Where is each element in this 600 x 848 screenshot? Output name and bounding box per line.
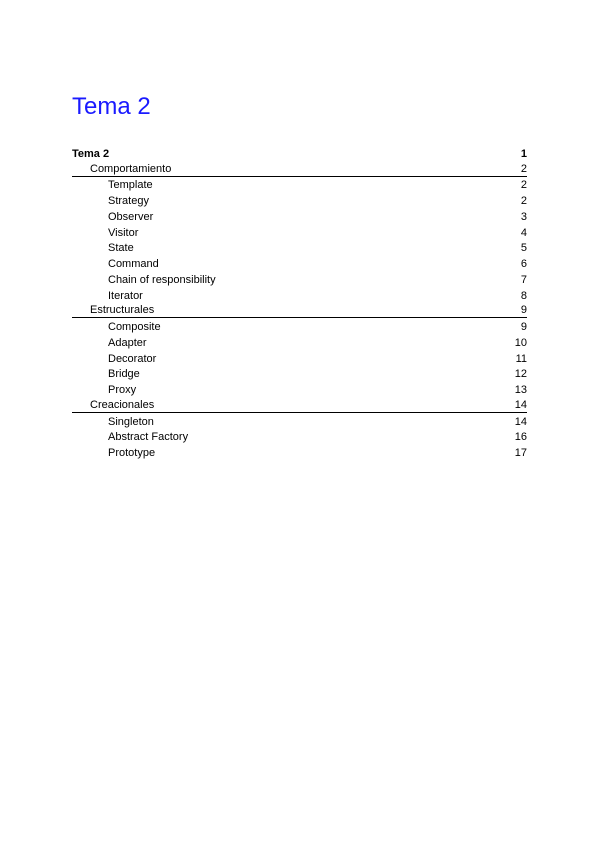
toc-entry-label: Singleton bbox=[108, 415, 154, 428]
toc-entry-page: 14 bbox=[514, 398, 527, 411]
toc-entry[interactable] bbox=[72, 192, 527, 208]
toc-entry-page: 8 bbox=[520, 289, 527, 302]
toc-entry-label: Decorator bbox=[108, 352, 157, 365]
toc-entry-page: 10 bbox=[514, 336, 527, 349]
toc-entry-page: 4 bbox=[520, 226, 527, 239]
toc-entry-label: Bridge bbox=[108, 368, 140, 381]
toc-entry-label: Iterator bbox=[108, 289, 143, 302]
toc-entry-label: Visitor bbox=[108, 226, 139, 239]
toc-entry-label: Abstract Factory bbox=[108, 431, 189, 444]
toc-entry-page: 1 bbox=[520, 147, 527, 160]
toc-entry-label: Proxy bbox=[108, 384, 137, 396]
toc-entry-label: Prototype bbox=[108, 447, 156, 459]
toc-entry[interactable] bbox=[72, 303, 527, 319]
toc-entry[interactable] bbox=[72, 350, 527, 366]
toc-entry-label: Creacionales bbox=[90, 398, 155, 411]
toc-entry[interactable] bbox=[72, 161, 527, 177]
toc-entry[interactable] bbox=[72, 318, 527, 334]
toc-entry[interactable] bbox=[72, 397, 527, 413]
toc-entry[interactable] bbox=[72, 287, 527, 303]
toc-entry-label: Observer bbox=[108, 210, 154, 223]
toc-entry-label: Template bbox=[108, 179, 153, 192]
toc-entry-page: 6 bbox=[520, 258, 527, 270]
toc-entry-label: Chain of responsibility bbox=[108, 273, 216, 286]
toc-entry-page: 12 bbox=[514, 368, 527, 381]
toc-entry-label: Estructurales bbox=[90, 304, 155, 317]
toc-entry-page: 14 bbox=[514, 415, 527, 428]
toc-entry-label: Tema 2 bbox=[72, 147, 110, 160]
toc-entry[interactable] bbox=[72, 429, 527, 445]
toc-entry[interactable] bbox=[72, 381, 527, 397]
toc-entry-page: 2 bbox=[520, 195, 527, 207]
toc-entry-page: 3 bbox=[520, 210, 527, 223]
toc-entry[interactable] bbox=[72, 145, 527, 161]
toc-entry-label: Composite bbox=[108, 321, 161, 333]
table-of-contents bbox=[72, 145, 527, 460]
toc-entry-page: 2 bbox=[520, 179, 527, 192]
toc-entry[interactable] bbox=[72, 240, 527, 256]
toc-entry[interactable] bbox=[72, 271, 527, 287]
toc-entry-page: 17 bbox=[514, 447, 527, 459]
toc-entry-page: 9 bbox=[520, 304, 527, 317]
toc-entry-page: 13 bbox=[514, 384, 527, 396]
toc-entry-page: 16 bbox=[514, 431, 527, 444]
toc-entry[interactable] bbox=[72, 366, 527, 382]
toc-entry-page: 11 bbox=[515, 352, 527, 365]
page-title: Tema 2 bbox=[72, 93, 151, 120]
toc-entry-page: 5 bbox=[520, 242, 527, 255]
toc-entry[interactable] bbox=[72, 444, 527, 460]
toc-entry[interactable] bbox=[72, 208, 527, 224]
toc-entry-page: 7 bbox=[520, 273, 527, 286]
toc-entry-label: Comportamiento bbox=[90, 162, 172, 175]
toc-entry[interactable] bbox=[72, 334, 527, 350]
toc-entry[interactable] bbox=[72, 224, 527, 240]
toc-entry[interactable] bbox=[72, 255, 527, 271]
toc-entry-page: 9 bbox=[520, 321, 527, 333]
toc-entry-page: 2 bbox=[520, 162, 527, 175]
toc-entry[interactable] bbox=[72, 413, 527, 429]
toc-entry-label: Command bbox=[108, 258, 159, 270]
toc-entry-label: Strategy bbox=[108, 195, 149, 207]
toc-entry-label: State bbox=[108, 242, 134, 255]
toc-entry-label: Adapter bbox=[108, 336, 147, 349]
toc-entry[interactable] bbox=[72, 177, 527, 193]
